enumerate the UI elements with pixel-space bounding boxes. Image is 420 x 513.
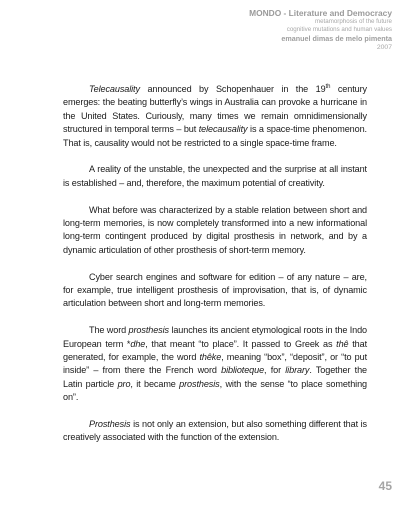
text-run: that generated, for example, the word <box>63 338 368 363</box>
text-run: The word <box>89 325 129 336</box>
header-tagline: cognitive mutations and human values <box>286 26 392 33</box>
paragraph <box>63 418 367 445</box>
body-text <box>63 83 367 458</box>
header-year: 2007 <box>376 44 392 51</box>
italic-text: dhe <box>130 338 146 349</box>
italic-text: prosthesis <box>179 378 220 389</box>
header-author: emanuel dimas de melo pimenta <box>281 34 392 43</box>
text-run: Cyber search engines and software for edition – of any nature – are, for example, true intelligent prosthesis of improvisation, that is, of dynamic articulation between short and long-term memories. <box>63 271 367 309</box>
text-run: , for <box>264 365 286 376</box>
italic-text: biblioteque <box>221 365 265 376</box>
text-run: century emerges: the beating butterfly’s wings in Australia can provoke a hurricane in the United States. Curiously, many times we remain omnidimensionally structured in temporal terms – but <box>63 84 367 135</box>
header-subtitle: metamorphosis of the future <box>314 18 392 25</box>
text-run: . Together the Latin particle <box>63 365 368 389</box>
paragraph <box>63 271 367 311</box>
italic-text: thê <box>336 338 349 349</box>
superscript-text: th <box>325 83 331 90</box>
paragraph <box>63 204 367 258</box>
paragraph <box>63 324 367 404</box>
text-run: , that meant “to place”. It passed to Greek as <box>145 338 337 349</box>
page-number: 45 <box>378 479 392 493</box>
running-header <box>249 8 392 52</box>
text-run: A reality of the unstable, the unexpected and the surprise at all instant is established – and, therefore, the maximum potential of creativity. <box>63 164 367 188</box>
italic-text: thêke <box>199 352 222 363</box>
italic-text: Telecausality <box>89 84 140 94</box>
text-run: announced by Schopenhauer in the 19 <box>139 84 326 94</box>
text-run: is a space-time phenomenon. That is, causality would not be restricted to a single space-time frame. <box>63 124 367 148</box>
italic-text: prosthesis <box>128 325 169 336</box>
text-run: , it became <box>130 378 180 389</box>
italic-text: pro <box>117 378 131 389</box>
text-run: , meaning “box”, “deposit”, or “to put inside” – from there the French word <box>63 352 367 376</box>
header-book-title: MONDO - Literature and Democracy <box>249 8 392 18</box>
text-run: is not only an extension, but also something different that is creatively associated with the function of the extension. <box>63 419 367 443</box>
text-run: launches its ancient etymological roots in the Indo European term * <box>63 325 368 349</box>
italic-text: telecausality <box>198 124 248 135</box>
text-run: , with the sense “to place something on”. <box>63 378 367 403</box>
italic-text: library <box>285 365 310 376</box>
paragraph <box>63 83 367 150</box>
paragraph <box>63 163 367 190</box>
italic-text: Prosthesis <box>89 419 131 430</box>
text-run: What before was characterized by a stable relation between short and long-term memories, is now completely transformed into a new informational long-term contingent produced by digital prosthesis in network, and by a dynamic articulation of other prosthesis of short-term memory. <box>63 204 367 255</box>
